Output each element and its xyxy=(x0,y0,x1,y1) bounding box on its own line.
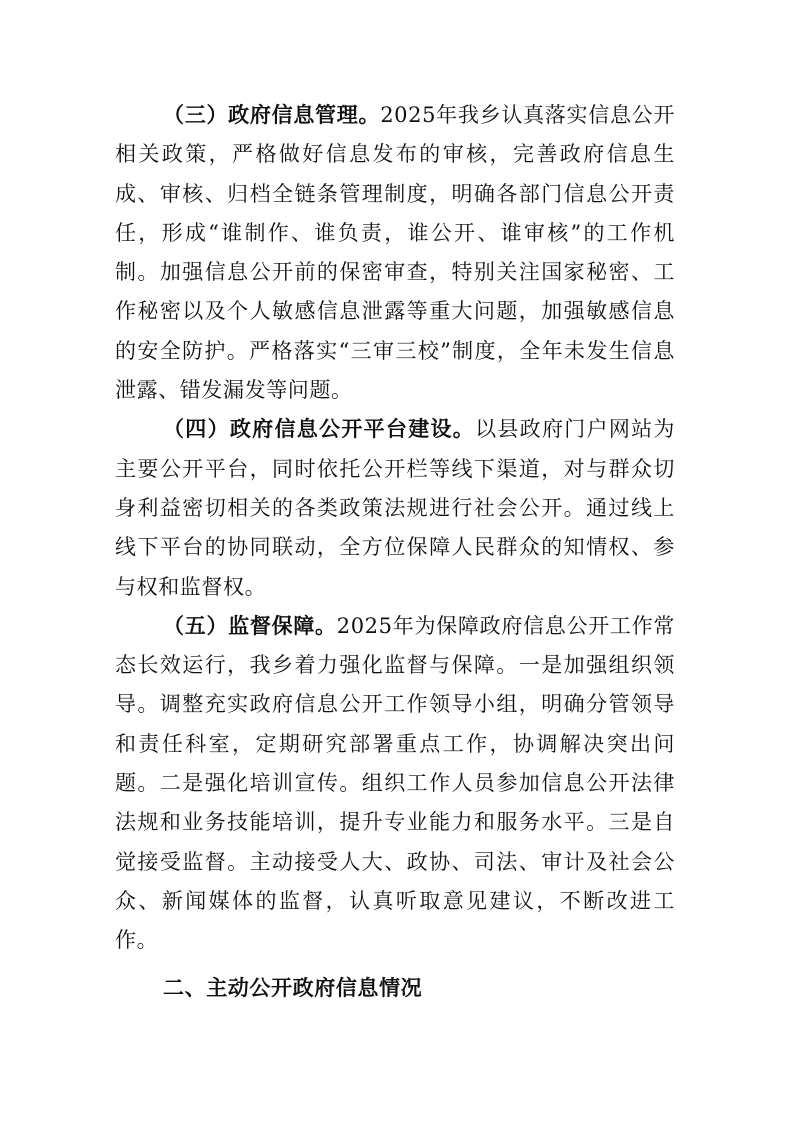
paragraph-lead: （三）政府信息管理。 xyxy=(163,103,381,127)
paragraph-supervision xyxy=(115,607,675,961)
paragraph-info-management xyxy=(115,96,675,410)
paragraph-body: 以县政府门户网站为主要公开平台，同时依托公开栏等线下渠道，对与群众切身利益密切相关的各类政策法规进行社会公开。通过线上线下平台的协同联动，全方位保障人民群众的知情权、参与权和监督权。 xyxy=(115,417,675,599)
paragraph-lead: （四）政府信息公开平台建设。 xyxy=(163,417,476,442)
section-heading: 二、主动公开政府信息情况 xyxy=(163,975,423,1000)
paragraph-body: 2025年我乡认真落实信息公开相关政策，严格做好信息发布的审核，完善政府信息生成、审核、归档全链条管理制度，明确各部门信息公开责任，形成“谁制作、谁负责，谁公开、谁审核”的工作机制。加强信息公开前的保密审查，特别关注国家秘密、工作秘密以及个人敏感信息泄露等重大问题，加强敏感信息的安全防护。严格落实“三审三校”制度，全年未发生信息泄露、错发漏发等问题。 xyxy=(115,103,675,403)
paragraph-body: 2025年为保障政府信息公开工作常态长效运行，我乡着力强化监督与保障。一是加强组织领导。调整充实政府信息公开工作领导小组，明确分管领导和责任科室，定期研究部署重点工作，协调解决突出问题。二是强化培训宣传。组织工作人员参加信息公开法律法规和业务技能培训，提升专业能力和服务水平。三是自觉接受监督。主动接受人大、政协、司法、审计及社会公众、新闻媒体的监督，认真听取意见建议，不断改进工作。 xyxy=(115,613,675,953)
paragraph-platform-construction xyxy=(115,410,675,606)
paragraph-lead: （五）监督保障。 xyxy=(163,613,337,638)
document-page xyxy=(115,96,675,1008)
